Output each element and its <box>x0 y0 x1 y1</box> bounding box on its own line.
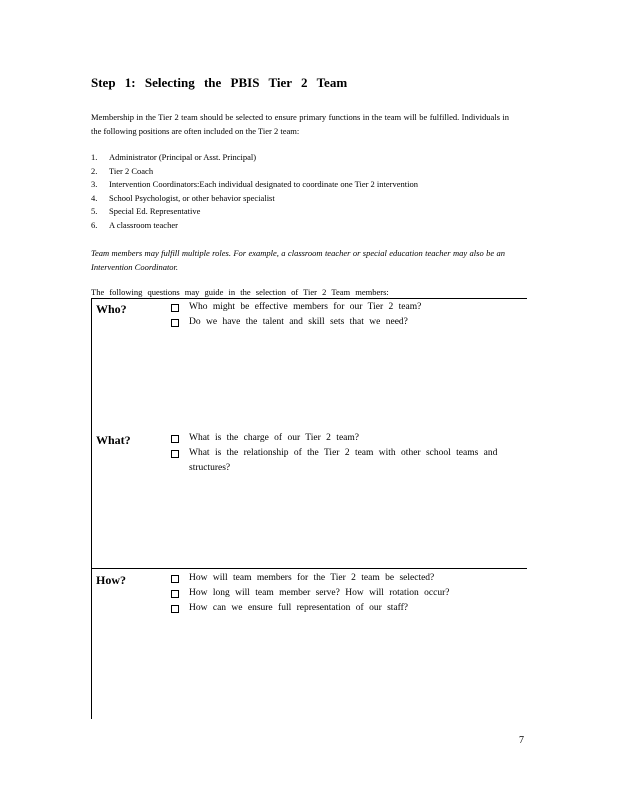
section-label: Who? <box>96 302 127 316</box>
list-item <box>91 165 418 179</box>
list-number: 4. <box>91 192 98 203</box>
list-item <box>91 192 418 206</box>
checkbox-icon <box>171 435 179 443</box>
question-text: Who might be effective members for our Tier 2 team? <box>189 302 422 312</box>
section-how <box>92 568 527 720</box>
list-item <box>91 178 418 192</box>
question-item <box>171 315 421 330</box>
question-list <box>171 571 449 616</box>
section-label: What? <box>96 433 131 447</box>
question-item <box>171 446 509 476</box>
note-paragraph: Team members may fulfill multiple roles. For example, a classroom teacher or special education teacher may also be an Intervention Coordinator. <box>91 248 505 272</box>
list-number: 1. <box>91 152 98 162</box>
list-number: 2. <box>91 165 98 176</box>
question-item <box>171 601 449 616</box>
question-text: How can we ensure full representation of our staff? <box>189 603 409 613</box>
question-item <box>171 300 421 315</box>
questions-table <box>91 298 527 719</box>
checkbox-icon <box>171 304 179 312</box>
list-item-text: Intervention Coordinators:Each individual designated to coordinate one Tier 2 intervention <box>109 179 419 190</box>
list-item <box>91 151 418 165</box>
intro-paragraph: Membership in the Tier 2 team should be selected to ensure primary functions in the team will be fulfilled. Individuals in the following positions are often included on the Tier 2 team: <box>91 112 509 136</box>
question-list <box>171 431 509 476</box>
list-item-text: School Psychologist, or other behavior specialist <box>109 192 275 203</box>
checkbox-icon <box>171 450 179 458</box>
checkbox-icon <box>171 590 179 598</box>
question-item <box>171 586 449 601</box>
list-item-text: Special Ed. Representative <box>109 206 201 217</box>
list-item <box>91 205 418 219</box>
list-item <box>91 219 418 233</box>
question-text: How long will team member serve? How will rotation occur? <box>189 588 450 598</box>
list-item-text: Tier 2 Coach <box>109 165 154 176</box>
section-label: How? <box>96 573 126 587</box>
section-who <box>92 298 527 429</box>
guide-line: The following questions may guide in the selection of Tier 2 Team members: <box>91 287 389 297</box>
question-text: Do we have the talent and skill sets that we need? <box>189 317 408 327</box>
question-text: How will team members for the Tier 2 team be selected? <box>189 573 435 583</box>
checkbox-icon <box>171 605 179 613</box>
checkbox-icon <box>171 575 179 583</box>
section-what <box>92 429 527 568</box>
list-item-text: Administrator (Principal or Asst. Principal) <box>109 152 257 162</box>
question-item <box>171 571 449 586</box>
list-number: 6. <box>91 219 98 230</box>
question-list <box>171 300 421 330</box>
list-number: 5. <box>91 206 98 217</box>
page-title: Step 1: Selecting the PBIS Tier 2 Team <box>91 75 348 90</box>
question-text: What is the charge of our Tier 2 team? <box>189 433 359 443</box>
question-item <box>171 431 509 446</box>
page-number: 7 <box>519 735 524 746</box>
roles-list <box>91 151 418 233</box>
question-text: What is the relationship of the Tier 2 team with other school teams and structures? <box>189 448 498 473</box>
list-item-text: A classroom teacher <box>109 219 178 230</box>
list-number: 3. <box>91 179 98 190</box>
checkbox-icon <box>171 319 179 327</box>
